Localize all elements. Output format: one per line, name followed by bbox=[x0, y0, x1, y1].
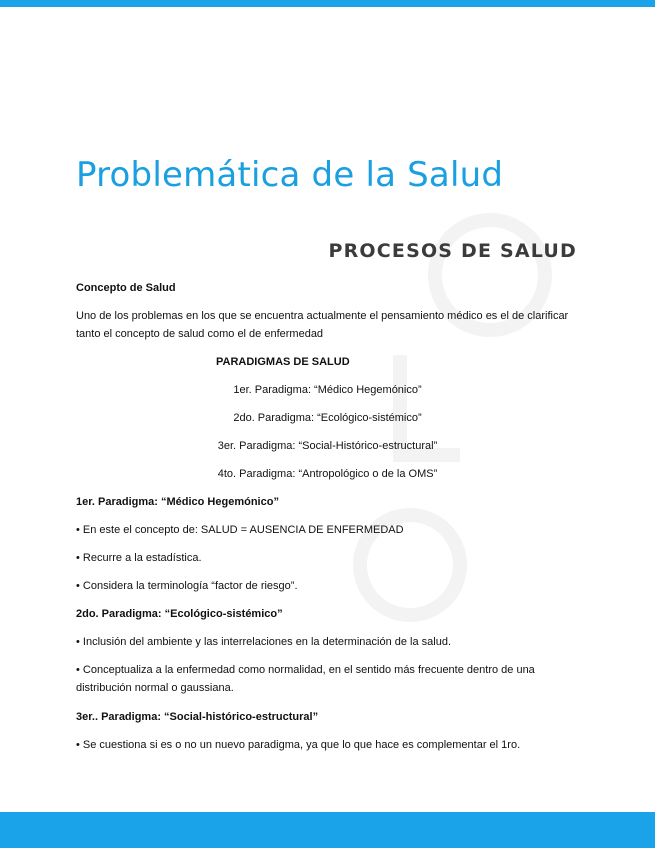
paradigm-1-bullet: • Considera la terminología “factor de riesgo”. bbox=[76, 580, 298, 592]
paradigm-list-item-3: 3er. Paradigma: “Social-Histórico-estructural” bbox=[217, 440, 438, 452]
watermark-icon bbox=[340, 205, 560, 665]
paradigm-1-heading: 1er. Paradigma: “Médico Hegemónico” bbox=[76, 496, 279, 508]
paradigm-2-heading: 2do. Paradigma: “Ecológico-sistémico” bbox=[76, 608, 283, 620]
paradigm-list-item-1: 1er. Paradigma: “Médico Hegemónico” bbox=[233, 384, 422, 396]
bottom-accent-bar bbox=[0, 812, 655, 848]
paradigm-2-bullet: • Conceptualiza a la enfermedad como normalidad, en el sentido más frecuente dentro de una distribución normal o gaussiana. bbox=[76, 664, 535, 694]
concept-heading: Concepto de Salud bbox=[76, 282, 176, 294]
top-accent-bar bbox=[0, 0, 655, 7]
paradigm-3-heading: 3er.. Paradigma: “Social-histórico-estructural” bbox=[76, 711, 319, 723]
section-heading: PROCESOS DE SALUD bbox=[328, 240, 577, 262]
paradigms-heading: PARADIGMAS DE SALUD bbox=[216, 356, 350, 368]
page-title: Problemática de la Salud bbox=[76, 155, 504, 195]
paradigm-2-bullet: • Inclusión del ambiente y las interrelaciones en la determinación de la salud. bbox=[76, 636, 452, 648]
paradigm-list-item-2: 2do. Paradigma: “Ecológico-sistémico” bbox=[233, 412, 422, 424]
paradigm-list-item-4: 4to. Paradigma: “Antropológico o de la OMS” bbox=[217, 468, 438, 480]
paradigm-1-bullet: • En este el concepto de: SALUD = AUSENCIA DE ENFERMEDAD bbox=[76, 524, 404, 536]
paradigm-1-bullet: • Recurre a la estadística. bbox=[76, 552, 202, 564]
paradigm-3-bullet: • Se cuestiona si es o no un nuevo paradigma, ya que lo que hace es complementar el 1ro. bbox=[76, 739, 521, 751]
concept-paragraph: Uno de los problemas en los que se encuentra actualmente el pensamiento médico es el de clarificar tanto el concepto de salud como el de enfermedad bbox=[76, 310, 569, 340]
